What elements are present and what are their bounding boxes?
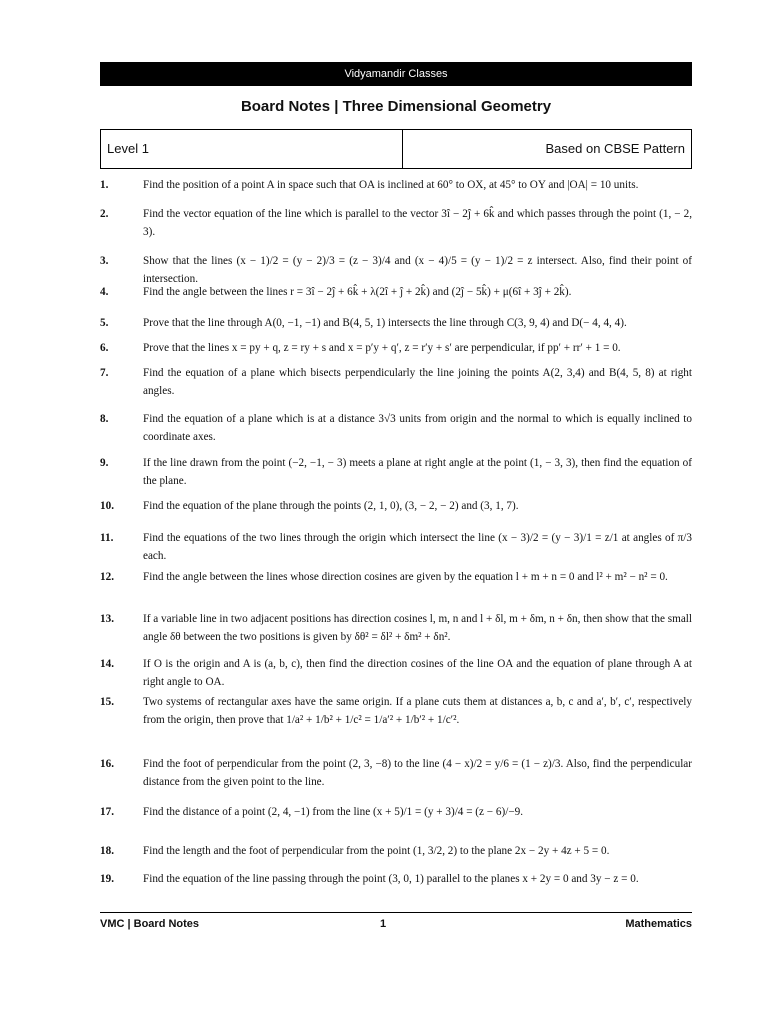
question-text: Find the equations of the two lines through the origin which intersect the line (x − 3)/2 = (y − 3)/1 = z/1 at angles of π/3 each. [143, 532, 692, 562]
question-number: 2. [100, 208, 109, 220]
question-number: 12. [100, 571, 114, 583]
question-number: 6. [100, 342, 109, 354]
question-text: Two systems of rectangular axes have the same origin. If a plane cuts them at distances a, b, c and a′, b′, c′, respectively from the origin, then prove that 1/a² + 1/b² + 1/c² = 1/a′² + 1/b′² + 1/c′². [143, 696, 692, 726]
question-number: 5. [100, 317, 109, 329]
question-text: Find the equation of the line passing through the point (3, 0, 1) parallel to the planes x + 2y = 0 and 3y − z = 0. [143, 873, 639, 885]
question-number: 3. [100, 255, 109, 267]
question-text: Find the angle between the lines r = 3î − 2ĵ + 6k̂ + λ(2î + ĵ + 2k̂) and (2ĵ − 5k̂) + μ(6î + 3ĵ + 2k̂). [143, 286, 572, 298]
institute-banner [100, 62, 692, 86]
question-text: Show that the lines (x − 1)/2 = (y − 2)/3 = (z − 3)/4 and (x − 4)/5 = (y − 1)/2 = z intersect. Also, find their point of intersection. [143, 255, 692, 285]
question-text: Prove that the lines x = py + q, z = ry + s and x = p′y + q′, z = r′y + s′ are perpendicular, if pp′ + rr′ + 1 = 0. [143, 342, 621, 354]
question-text: If a variable line in two adjacent positions has direction cosines l, m, n and l + δl, m + δm, n + δn, then show that the small angle δθ between the two positions is given by δθ² = δl² + δm² + δn². [143, 613, 692, 643]
page-number: 1 [380, 918, 387, 930]
question-text: Find the vector equation of the line which is parallel to the vector 3î − 2ĵ + 6k̂ and which passes through the point (1, − 2, 3). [143, 208, 692, 238]
level-box [100, 129, 692, 169]
question-number: 13. [100, 613, 114, 625]
institute-name: Vidyamandir Classes [344, 68, 448, 80]
question-number: 17. [100, 806, 114, 818]
question-text: Find the equation of a plane which is at a distance 3√3 units from origin and the normal to which is equally inclined to coordinate axes. [143, 413, 692, 443]
question-number: 14. [100, 658, 114, 670]
question-text: Find the equation of the plane through the points (2, 1, 0), (3, − 2, − 2) and (3, 1, 7). [143, 500, 519, 512]
question-number: 15. [100, 696, 114, 708]
question-text: If O is the origin and A is (a, b, c), then find the direction cosines of the line OA and the equation of plane through A at right angle to OA. [143, 658, 692, 688]
question-number: 4. [100, 286, 109, 298]
page-title: Board Notes | Three Dimensional Geometry [240, 98, 552, 115]
question-number: 16. [100, 758, 114, 770]
question-number: 1. [100, 179, 109, 191]
question-number: 18. [100, 845, 114, 857]
question-text: Find the length and the foot of perpendicular from the point (1, 3/2, 2) to the plane 2x − 2y + 4z + 5 = 0. [143, 845, 610, 857]
question-text: Find the angle between the lines whose direction cosines are given by the equation l + m + n = 0 and l² + m² − n² = 0. [143, 571, 668, 583]
footer-left-label: VMC | Board Notes [100, 918, 200, 930]
question-text: If the line drawn from the point (−2, −1, − 3) meets a plane at right angle at the point (1, − 3, 3), then find the equation of the plane. [143, 457, 692, 487]
question-text: Find the foot of perpendicular from the point (2, 3, −8) to the line (4 − x)/2 = y/6 = (1 − z)/3. Also, find the perpendicular distance from the given point to the line. [143, 758, 692, 788]
question-text: Find the distance of a point (2, 4, −1) from the line (x + 5)/1 = (y + 3)/4 = (z − 6)/−9. [143, 806, 524, 818]
question-text: Prove that the line through A(0, −1, −1) and B(4, 5, 1) intersects the line through C(3, 9, 4) and D(− 4, 4, 4). [143, 317, 627, 329]
question-number: 7. [100, 367, 109, 379]
footer-subject: Mathematics [625, 918, 692, 930]
question-number: 19. [100, 873, 114, 885]
level-label: Level 1 [101, 130, 403, 168]
question-number: 10. [100, 500, 114, 512]
question-number: 9. [100, 457, 109, 469]
question-number: 8. [100, 413, 109, 425]
question-number: 11. [100, 532, 114, 544]
question-text: Find the equation of a plane which bisects perpendicularly the line joining the points A(2, 3,4) and B(4, 5, 8) at right angles. [143, 367, 692, 397]
question-text: Find the position of a point A in space such that OA is inclined at 60° to OX, at 45° to OY and |OA| = 10 units. [143, 179, 639, 191]
footer-divider [100, 912, 692, 913]
pattern-label: Based on CBSE Pattern [545, 141, 685, 156]
